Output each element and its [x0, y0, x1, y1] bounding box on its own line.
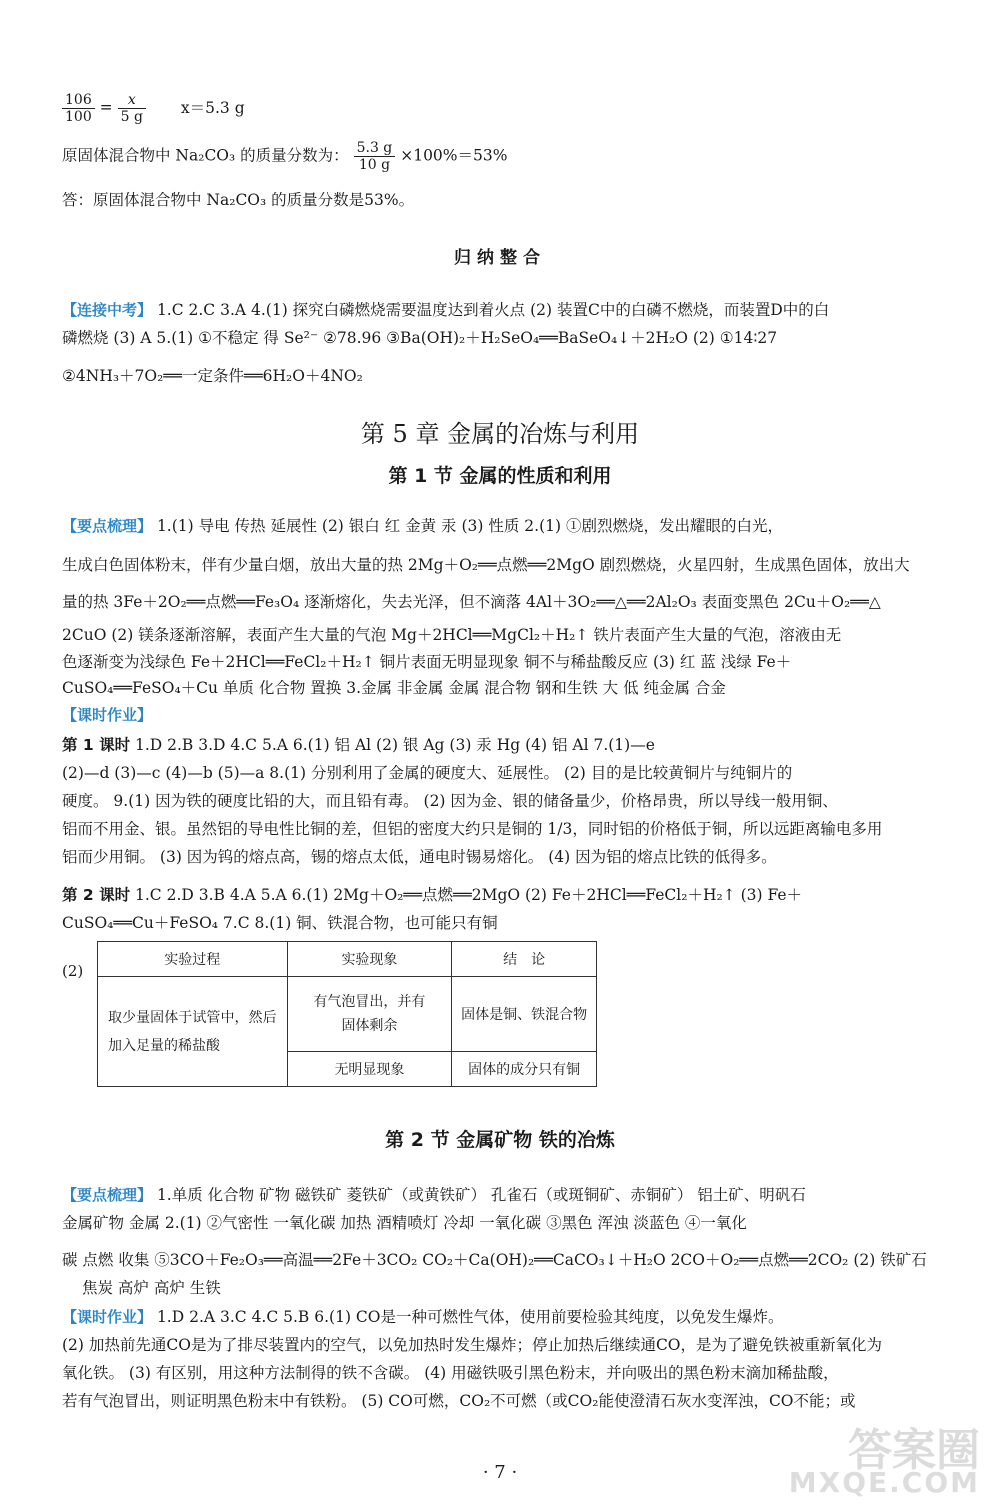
text-line: 磷燃烧 (3) A 5.(1) ①不稳定 得 Se²⁻ ②78.96 ③Ba(OH)₂＋H₂SeO₄══BaSeO₄↓＋2H₂O (2) ①14∶27: [62, 329, 778, 347]
watermark-text: MXQE.COM: [788, 1466, 980, 1499]
page-number: · 7 ·: [482, 1462, 518, 1483]
text-line: 【课时作业】 1.D 2.A 3.C 4.C 5.B 6.(1) CO是一种可燃性气体，使用前要检验其纯度，以免发生爆炸。: [62, 1308, 784, 1326]
text-line: CuSO₄══Cu＋FeSO₄ 7.C 8.(1) 铜、铁混合物，也可能只有铜: [62, 914, 498, 932]
text-line: 【连接中考】 1.C 2.C 3.A 4.(1) 探究白磷燃烧需要温度达到着火点 (2) 装置C中的白磷不燃烧，而装置D中的白: [62, 301, 830, 319]
text-line: 若有气泡冒出，则证明黑色粉末中有铁粉。 (5) CO可燃，CO₂不可燃（或CO₂能使澄清石灰水变浑浊，CO不能；或: [62, 1392, 856, 1410]
text-line: [62, 705, 962, 725]
text-line: 生成白色固体粉末，伴有少量白烟，放出大量的热 2Mg＋O₂══点燃══2MgO 剧烈燃烧，火星四射，生成黑色固体，放出大: [62, 556, 910, 574]
watermark: [788, 1414, 988, 1504]
fraction: $\frac{x}{5 g}$: [118, 92, 146, 125]
table-header: 实验过程: [98, 942, 288, 977]
text-line: (2) 加热前先通CO是为了排尽装置内的空气，以免加热时发生爆炸；停止加热后继续通CO，是为了避免铁被重新氧化为: [62, 1336, 883, 1354]
text-line: 氧化铁。 (3) 有区别，用这种方法制得的铁不含碳。 (4) 用磁铁吸引黑色粉末，并向吸出的黑色粉末滴加稀盐酸，: [62, 1364, 839, 1382]
experiment-table: [97, 941, 597, 1087]
table-label: (2): [62, 962, 84, 980]
table-header-row: [98, 942, 597, 977]
section-heading: 归纳整合: [454, 248, 546, 268]
text-line: 【要点梳理】 1.单质 化合物 矿物 磁铁矿 菱铁矿（或黄铁矿） 孔雀石（或斑铜矿、赤铜矿） 铝土矿、明矾石: [62, 1186, 806, 1204]
fraction: $\frac{5.3 g}{10 g}$: [354, 140, 396, 173]
chapter-title: 第 5 章 金属的冶炼与利用: [360, 420, 640, 448]
text-line: 色逐渐变为浅绿色 Fe＋2HCl══FeCl₂＋H₂↑ 铜片表面无明显现象 铜不与稀盐酸反应 (3) 红 蓝 浅绿 Fe＋: [62, 653, 792, 671]
section-title: 第 2 节 金属矿物 铁的冶炼: [385, 1129, 615, 1151]
section-title: 第 1 节 金属的性质和利用: [388, 465, 612, 487]
watermark-text: 答案圈: [848, 1425, 980, 1476]
table-cell: 固体是铜、铁混合物: [452, 977, 597, 1052]
section-tag: 【连接中考】: [62, 301, 153, 319]
section-tag: 【要点梳理】: [62, 517, 153, 535]
section-tag: 【要点梳理】: [62, 1186, 153, 1204]
text-line: (2)—d (3)—c (4)—b (5)—a 8.(1) 分别利用了金属的硬度大、延展性。 (2) 目的是比较黄铜片与纯铜片的: [62, 764, 793, 782]
text-line: 铝而少用铜。 (3) 因为钨的熔点高，锡的熔点太低，通电时锡易熔化。 (4) 因为铝的熔点比铁的低得多。: [62, 848, 777, 866]
lesson-label: 第 2 课时: [62, 886, 131, 904]
text-line: 【要点梳理】 1.(1) 导电 传热 延展性 (2) 银白 红 金黄 汞 (3) 性质 2.(1) ①剧烈燃烧，发出耀眼的白光，: [62, 517, 783, 535]
answer-line: 答：原固体混合物中 Na₂CO₃ 的质量分数是53%。: [62, 191, 415, 209]
table-cell: 固体的成分只有铜: [452, 1052, 597, 1087]
ratio-equation: $\frac{106}{100}$ = $\frac{x}{5 g}$ x＝5.3 g: [62, 92, 962, 128]
table-cell: 有气泡冒出，并有固体剩余: [287, 977, 452, 1052]
section-tag: 【课时作业】: [62, 706, 153, 724]
text-line: ②4NH₃＋7O₂══一定条件══6H₂O＋4NO₂: [62, 367, 363, 385]
table-header: 结 论: [452, 942, 597, 977]
text-line: 第 2 课时 1.C 2.D 3.B 4.A 5.A 6.(1) 2Mg＋O₂══点燃══2MgO (2) Fe＋2HCl══FeCl₂＋H₂↑ (3) Fe＋: [62, 886, 803, 904]
table-row: [98, 977, 597, 1052]
lesson-label: 第 1 课时: [62, 736, 131, 754]
text-line: 碳 点燃 收集 ⑤3CO＋Fe₂O₃══高温══2Fe＋3CO₂ CO₂＋Ca(OH)₂══CaCO₃↓＋H₂O 2CO＋O₂══点燃══2CO₂ (2) 铁矿石: [62, 1251, 927, 1269]
text-line: 金属矿物 金属 2.(1) ②气密性 一氧化碳 加热 酒精喷灯 冷却 一氧化碳 ③黑色 浑浊 淡蓝色 ④一氧化: [62, 1214, 747, 1232]
mass-fraction-line: 原固体混合物中 Na₂CO₃ 的质量分数为： $\frac{5.3 g}{10 g}$ ×100%＝53%: [62, 140, 508, 173]
x-result: x＝5.3 g: [180, 98, 245, 117]
text-line: 铝而不用金、银。虽然铝的导电性比铜的差，但铝的密度大约只是铜的 1/3，同时铝的价格低于铜，所以远距离输电多用: [62, 820, 883, 838]
table-cell: 无明显现象: [287, 1052, 452, 1087]
text-line: 量的热 3Fe＋2O₂══点燃══Fe₃O₄ 逐渐熔化，失去光泽，但不滴落 4Al＋3O₂══△══2Al₂O₃ 表面变黑色 2Cu＋O₂══△: [62, 593, 881, 611]
table-header: 实验现象: [287, 942, 452, 977]
text-line: 2CuO (2) 镁条逐渐溶解，表面产生大量的气泡 Mg＋2HCl══MgCl₂＋H₂↑ 铁片表面产生大量的气泡，溶液由无: [62, 626, 842, 644]
text-line: 焦炭 高炉 高炉 生铁: [82, 1279, 221, 1297]
table-cell: 取少量固体于试管中，然后加入足量的稀盐酸: [98, 977, 288, 1087]
section-tag: 【课时作业】: [62, 1308, 153, 1326]
text-line: 硬度。 9.(1) 因为铁的硬度比铅的大，而且铅有毒。 (2) 因为金、银的储备量少，价格昂贵，所以导线一般用铜、: [62, 792, 838, 810]
text-line: 第 1 课时 1.D 2.B 3.D 4.C 5.A 6.(1) 铝 Al (2) 银 Ag (3) 汞 Hg (4) 铝 Al 7.(1)—e: [62, 736, 655, 754]
text-line: CuSO₄══FeSO₄＋Cu 单质 化合物 置换 3.金属 非金属 金属 混合物 钢和生铁 大 低 纯金属 合金: [62, 679, 726, 697]
fraction: $\frac{106}{100}$: [62, 92, 95, 125]
